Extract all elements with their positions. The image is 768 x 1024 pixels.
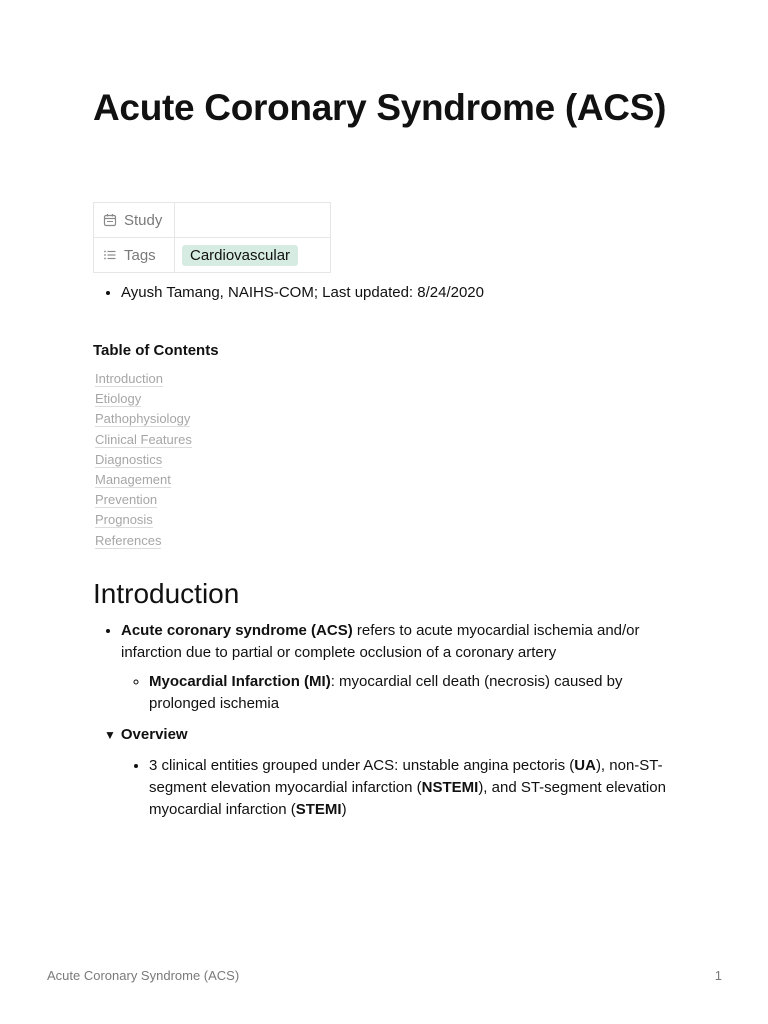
toc-item (95, 531, 192, 551)
property-value-tags (175, 238, 331, 273)
toc-item (95, 409, 192, 429)
overview-text: ) (341, 801, 347, 818)
ua-term: UA (574, 757, 596, 774)
introduction-body (93, 620, 683, 821)
toc-link-diagnostics[interactable]: Diagnostics (95, 451, 163, 467)
property-key-study (94, 203, 175, 238)
toc-item (95, 389, 192, 409)
author-list (93, 282, 484, 304)
toc-link-pathophysiology[interactable]: Pathophysiology (95, 411, 191, 427)
overview-list (93, 755, 683, 821)
toc-item (95, 490, 192, 510)
footer-document-title: Acute Coronary Syndrome (ACS) (47, 968, 240, 983)
toc-link-prevention[interactable]: Prevention (95, 492, 158, 508)
page-title: Acute Coronary Syndrome (ACS) (93, 87, 667, 128)
overview-text: 3 clinical entities grouped under ACS: unstable angina pectoris ( (149, 757, 575, 774)
intro-sublist (121, 671, 683, 715)
calendar-icon (103, 213, 117, 227)
toc-link-references[interactable]: References (95, 532, 162, 548)
table-of-contents (95, 369, 192, 551)
acs-definition: refers to acute myocardial ischemia and/or infarction due to partial or complete occlusion of a coronary artery (121, 622, 640, 661)
nstemi-term: NSTEMI (421, 779, 479, 796)
overview-label: Overview (120, 726, 188, 743)
property-label-tags: Tags (124, 246, 156, 264)
section-heading-introduction: Introduction (93, 578, 240, 609)
toc-item (95, 430, 192, 450)
author-line: • Ayush Tamang, NAIHS-COM; Last updated: 8/24/2020 (121, 282, 484, 304)
property-value-study[interactable] (175, 203, 331, 238)
toc-item (95, 510, 192, 530)
toc-link-clinical-features[interactable]: Clinical Features (95, 431, 192, 447)
toc-link-prognosis[interactable]: Prognosis (95, 512, 153, 528)
property-row-tags (94, 238, 331, 273)
intro-acs-item (121, 620, 683, 715)
intro-list (93, 620, 683, 715)
toc-item (95, 470, 192, 490)
intro-mi-item (149, 671, 683, 715)
properties-table (93, 202, 331, 273)
tag-cardiovascular[interactable]: Cardiovascular (182, 245, 298, 266)
mi-definition: : myocardial cell death (necrosis) caused by prolonged ischemia (149, 673, 623, 712)
stemi-term: STEMI (295, 801, 342, 818)
overview-item (149, 755, 683, 821)
list-icon (103, 248, 117, 262)
overview-toggle[interactable] (93, 724, 683, 746)
acs-term: Acute coronary syndrome (ACS) (121, 622, 353, 639)
toc-link-etiology[interactable]: Etiology (95, 391, 142, 407)
property-key-tags (94, 238, 175, 273)
overview-content (93, 755, 683, 821)
triangle-down-icon[interactable]: ▼ (104, 728, 116, 742)
property-row-study (94, 203, 331, 238)
overview-text: ), non-ST-segment elevation myocardial infarction ( (149, 757, 663, 796)
property-label-study: Study (124, 211, 163, 229)
toc-item (95, 450, 192, 470)
toc-link-introduction[interactable]: Introduction (95, 371, 163, 386)
toc-link-management[interactable]: Management (95, 471, 171, 487)
mi-term: Myocardial Infarction (MI) (149, 673, 331, 690)
footer-page-number: 1 (714, 968, 722, 983)
overview-text: ), and ST-segment elevation myocardial infarction ( (149, 779, 666, 818)
toc-item (95, 369, 192, 389)
toc-heading: Table of Contents (93, 342, 219, 359)
